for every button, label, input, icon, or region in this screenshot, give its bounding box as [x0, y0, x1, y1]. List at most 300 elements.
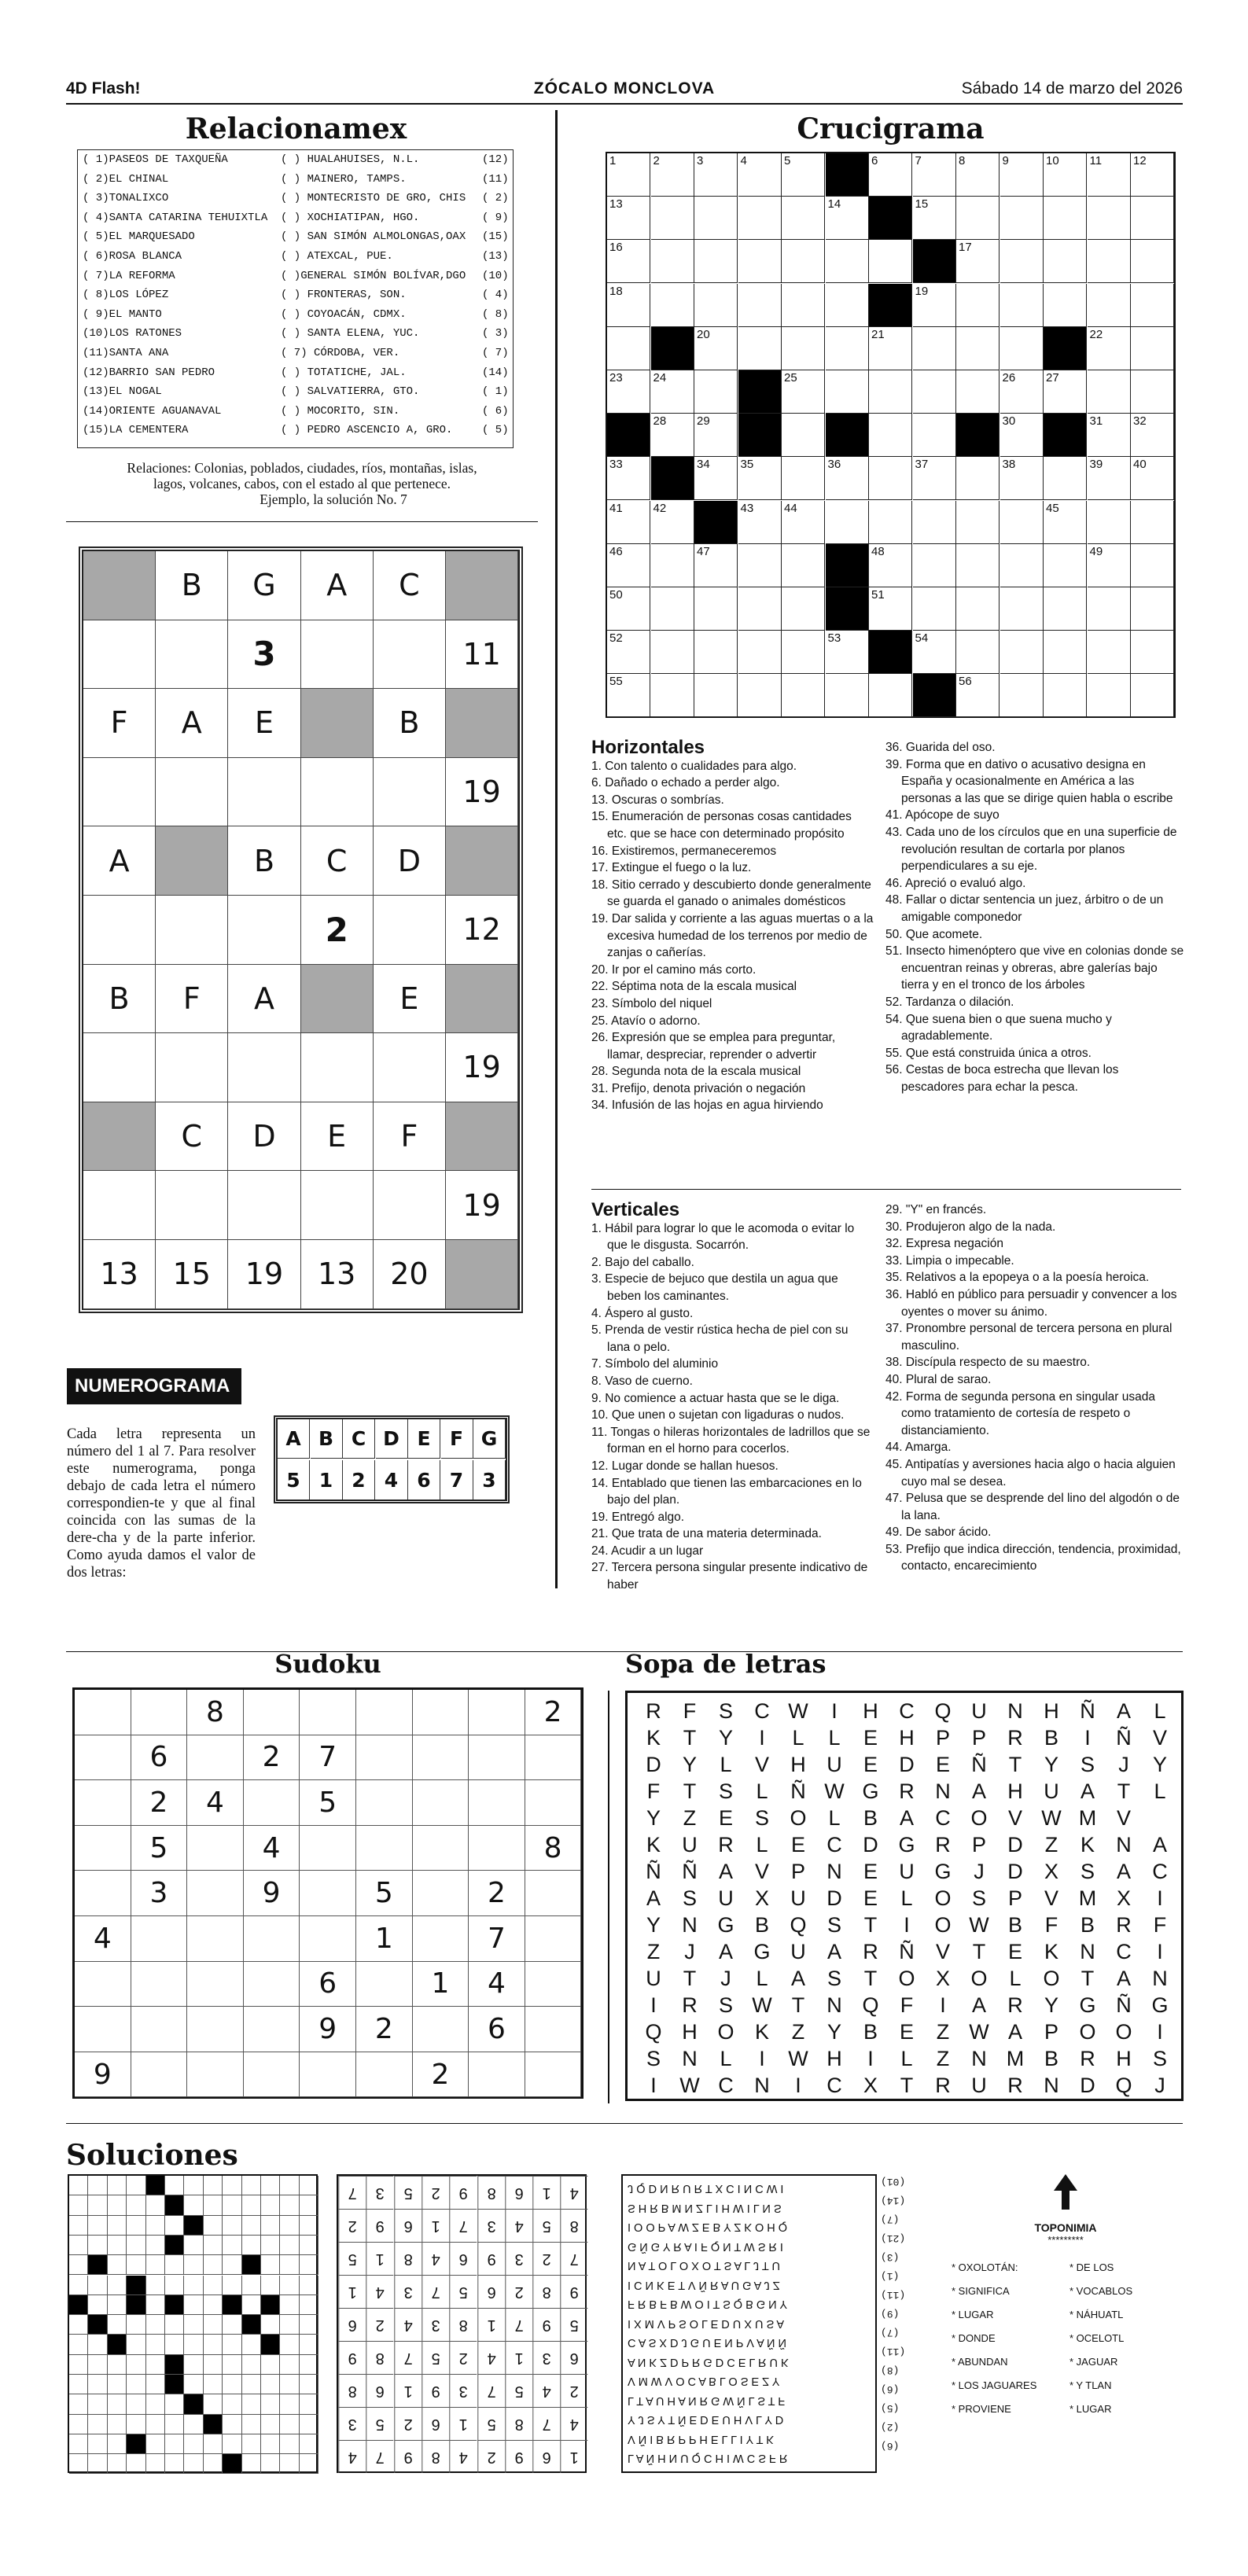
word-search-letter: A	[646, 1886, 661, 1910]
word-search-letter: W	[824, 1779, 845, 1803]
word-search-letter: H	[790, 1753, 806, 1776]
word-search-letter: Z	[1044, 1833, 1058, 1857]
sudoku-cell	[244, 1916, 300, 1962]
word-search-letter: Ñ	[646, 1860, 661, 1883]
word-search-letter: A	[1116, 1860, 1131, 1883]
crossword-cell	[651, 631, 694, 674]
clue-number: 17	[959, 241, 972, 255]
crossword-cell	[651, 457, 694, 500]
crossword-cell	[913, 544, 956, 587]
crossword-cell	[869, 457, 912, 500]
sudoku-cell: 8	[187, 1690, 244, 1735]
sudoku-cell: 2	[244, 1735, 300, 1781]
solution-answer: (01)	[881, 2176, 906, 2188]
solution-cell	[69, 2216, 88, 2236]
solution-cell	[146, 2176, 165, 2195]
sudoku-cell	[75, 1962, 131, 2007]
key-value: 6	[408, 1460, 440, 1500]
solution-answer: (21)	[881, 2232, 906, 2244]
solution-digit: 2	[532, 2242, 560, 2275]
relacion-right: (10)	[482, 269, 509, 282]
crossword-cell	[651, 370, 694, 414]
word-search-letter: H	[899, 1726, 915, 1750]
solution-cell	[300, 2375, 318, 2394]
solution-digit: 5	[394, 2176, 422, 2209]
solution-cell	[69, 2394, 88, 2414]
sudoku-cell	[244, 1780, 300, 1826]
clue-item: 4. Áspero al gusto.	[591, 1306, 694, 1320]
word-search-letter: B	[1044, 1726, 1058, 1750]
word-search-letter: K	[1044, 1940, 1058, 1963]
relacion-right: ( 5)	[482, 424, 509, 437]
word-search-letter: R	[1007, 1993, 1023, 2017]
relacion-right: ( 9)	[482, 211, 509, 224]
solution-cell	[69, 2315, 88, 2335]
clue-number: 54	[915, 631, 929, 646]
solution-digit: 1	[477, 2308, 505, 2341]
solution-digit: 3	[532, 2341, 560, 2374]
solution-cell	[242, 2415, 261, 2434]
solution-digit: 7	[449, 2209, 477, 2242]
numerograma-cell	[301, 689, 374, 758]
clue-number: 56	[959, 675, 972, 689]
word-search-letter: P	[935, 1726, 950, 1750]
word-search-letter: P	[1007, 1886, 1022, 1910]
solution-cell	[242, 2195, 261, 2215]
word-search-letter: L	[720, 1753, 732, 1776]
word-search-letter: E	[863, 1886, 878, 1910]
solution-cell	[300, 2276, 318, 2295]
word-search-letter: I	[940, 1993, 946, 2017]
crossword-cell	[782, 544, 825, 587]
clue-item: 43. Cada uno de los círculos que en una superficie de revolución resultan de cortarla por planos perpendiculares a su eje.	[885, 825, 1177, 874]
relacion-left: ( 7)LA REFORMA	[83, 269, 175, 282]
crossword-cell	[869, 240, 912, 283]
solution-cell	[204, 2394, 223, 2414]
clue-item: 44. Amarga.	[885, 1441, 952, 1455]
solution-digit: 2	[449, 2341, 477, 2374]
solution-cell	[261, 2295, 280, 2315]
solution-digit: 4	[366, 2275, 393, 2308]
solution-digit: 9	[449, 2176, 477, 2209]
solution-cell	[242, 2295, 261, 2315]
word-search-letter: F	[683, 1699, 697, 1723]
word-search-letter: Y	[826, 2020, 841, 2044]
sudoku-cell: 9	[75, 2052, 131, 2098]
crossword-cell	[1044, 197, 1087, 240]
solution-cell	[108, 2394, 127, 2414]
divider	[591, 1189, 1181, 1190]
solution-digit: 8	[394, 2242, 422, 2275]
crossword-cell	[869, 327, 912, 370]
solution-digit: 9	[338, 2341, 366, 2374]
solution-cell	[242, 2434, 261, 2454]
relacion-row	[83, 308, 511, 327]
word-search-letter: Ñ	[1116, 1993, 1132, 2017]
word-search-letter: I	[795, 2074, 801, 2097]
clue-number: 46	[609, 544, 623, 558]
sudoku-cell: 4	[244, 1826, 300, 1871]
word-search-letter: L	[792, 1726, 804, 1750]
crossword-cell	[869, 370, 912, 414]
clue-item: 1. Con talento o cualidades para algo.	[591, 759, 797, 773]
solution-cell	[127, 2415, 145, 2434]
solution-cell	[69, 2434, 88, 2454]
relacion-row	[83, 270, 511, 289]
word-search-letter: E	[790, 1833, 805, 1857]
solution-cell	[146, 2434, 165, 2454]
numerograma-cell	[83, 1171, 156, 1240]
solution-cell	[242, 2176, 261, 2195]
section-name: 4D Flash!	[66, 79, 141, 98]
word-search-letter: I	[650, 2074, 657, 2097]
solution-digit: 1	[422, 2209, 449, 2242]
relacion-left: (13)EL NOGAL	[83, 385, 162, 399]
clue-item: 19. Dar salida y corriente a las aguas muertas o a la excesiva humedad de los terrenos por medio de zanjas o cañerías.	[591, 911, 874, 960]
sudoku-cell: 7	[469, 1916, 525, 1962]
word-search-letter: S	[754, 1806, 769, 1830]
solution-cell	[242, 2375, 261, 2394]
solution-cell	[165, 2195, 184, 2215]
solution-cell	[204, 2375, 223, 2394]
solution-digit: 8	[477, 2176, 505, 2209]
numerograma-cell: 2	[301, 896, 374, 965]
word-search-letter: Y	[1044, 1993, 1058, 2017]
word-search-letter: H	[1007, 1779, 1023, 1803]
solution-cell	[280, 2276, 299, 2295]
crossword-cell	[607, 327, 650, 370]
crossword-cell	[694, 284, 738, 327]
crossword-cell	[826, 457, 869, 500]
crossword-cell	[826, 240, 869, 283]
word-search-letter: L	[1154, 1779, 1166, 1803]
solution-digit: 2	[505, 2275, 532, 2308]
word-search-letter: P	[790, 1860, 805, 1883]
solution-digit: 5	[449, 2275, 477, 2308]
crossword-cell	[694, 414, 738, 457]
solution-cell	[108, 2415, 127, 2434]
solution-digit: 6	[560, 2341, 587, 2374]
word-search-solution	[621, 2174, 877, 2473]
solution-row: J Q D N R U R T X C I N C W I	[628, 2182, 784, 2195]
word-search-letter: N	[1152, 1967, 1168, 1990]
numerograma-cell: C	[301, 826, 374, 896]
crossword-cell	[738, 544, 782, 587]
numerograma-cell	[228, 896, 300, 965]
crossword-cell	[1000, 631, 1044, 674]
relacion-left: (12)BARRIO SAN PEDRO	[83, 366, 215, 379]
sudoku-cell	[244, 1962, 300, 2007]
solution-cell	[184, 2195, 203, 2215]
clue-item: 20. Ir por el camino más corto.	[591, 962, 757, 977]
crossword-cell	[1131, 631, 1174, 674]
crossword-cell	[913, 501, 956, 544]
solution-cell	[165, 2176, 184, 2195]
solution-digit: 3	[366, 2176, 393, 2209]
word-search-letter: L	[828, 1726, 841, 1750]
clue-item: 45. Antipatías y aversiones hacia algo o hacia alguien cuyo mal se desea.	[885, 1457, 1176, 1489]
word-search-letter: O	[1115, 2020, 1132, 2044]
solution-cell	[261, 2176, 280, 2195]
solution-cell	[261, 2415, 280, 2434]
solution-digit: 3	[338, 2407, 366, 2440]
word-search-letter: D	[826, 1886, 842, 1910]
relacion-middle: ( ) SANTA ELENA, YUC.	[281, 327, 420, 340]
relacion-middle: ( ) TOTATICHE, JAL.	[281, 366, 407, 379]
sudoku-cell	[300, 1690, 356, 1735]
solution-digit: 8	[505, 2407, 532, 2440]
word-search-letter: Q	[645, 2020, 662, 2044]
crossword-cell	[956, 631, 1000, 674]
solution-cell	[261, 2276, 280, 2295]
word-search-letter: F	[646, 1779, 661, 1803]
word-search-letter: S	[1080, 1860, 1095, 1883]
solution-cell	[165, 2315, 184, 2335]
crossword-cell	[956, 501, 1000, 544]
relacion-middle: ( ) MAINERO, TAMPS.	[281, 172, 407, 186]
sudoku-title: Sudoku	[274, 1649, 381, 1679]
solution-cell	[280, 2295, 299, 2315]
solution-cell	[204, 2216, 223, 2236]
solution-cell	[88, 2315, 107, 2335]
verticales-col2	[885, 1202, 1184, 1575]
word-search-letter: O	[934, 1886, 952, 1910]
solution-cell	[88, 2434, 107, 2454]
solution-cell	[108, 2276, 127, 2295]
word-search-letter: E	[1007, 1940, 1022, 1963]
relacion-right: ( 8)	[482, 307, 509, 321]
solution-cell	[204, 2276, 223, 2295]
solution-cell	[165, 2216, 184, 2236]
crossword-cell	[826, 153, 869, 197]
relacion-right: ( 1)	[482, 385, 509, 399]
word-search-row	[635, 1913, 1178, 1939]
clue-number: 38	[1002, 458, 1016, 472]
clue-number: 45	[1046, 501, 1059, 515]
sudoku-cell	[469, 1780, 525, 1826]
solution-cell	[204, 2454, 223, 2474]
sudoku-cell	[187, 2052, 244, 2098]
crossword-cell	[1044, 544, 1087, 587]
word-search-letter: W	[969, 1913, 989, 1937]
clue-item: 38. Discípula respecto de su maestro.	[885, 1356, 1091, 1370]
crossword-cell	[869, 284, 912, 327]
solution-cell	[204, 2355, 223, 2375]
solution-digit: 5	[422, 2341, 449, 2374]
word-search-letter: X	[1044, 1860, 1058, 1883]
clue-number: 28	[653, 414, 667, 429]
solution-cell	[69, 2355, 88, 2375]
clue-item: 12. Lugar donde se hallan huesos.	[591, 1459, 779, 1473]
clue-item: 53. Prefijo que indica dirección, tendencia, proximidad, contacto, encarecimiento	[885, 1542, 1181, 1573]
word-search-letter: J	[720, 1967, 731, 1990]
solution-cell	[108, 2355, 127, 2375]
crossword-cell	[782, 370, 825, 414]
solution-cell	[300, 2236, 318, 2255]
word-search-letter: T	[791, 1993, 805, 2017]
horizontales-title: Horizontales	[591, 737, 705, 758]
numerograma-cell	[156, 758, 228, 827]
note-line: lagos, volcanes, cabos, con el estado al que pertenece.	[153, 476, 451, 491]
solution-cell	[280, 2454, 299, 2474]
key-letter: E	[408, 1419, 440, 1459]
relacion-row	[83, 250, 511, 269]
solution-digit: 3	[394, 2275, 422, 2308]
solution-cell	[127, 2355, 145, 2375]
solution-cell	[146, 2355, 165, 2375]
word-search-letter: R	[646, 1699, 661, 1723]
sudoku-cell	[413, 1690, 469, 1735]
numerograma-cell: B	[156, 551, 228, 620]
clue-item: 46. Apreció o evaluó algo.	[885, 876, 1026, 890]
relacion-left: ( 9)EL MANTO	[83, 307, 162, 321]
numerograma-cell: 12	[446, 896, 518, 965]
solution-cell	[165, 2255, 184, 2275]
numerograma-cell	[374, 620, 446, 690]
word-search-letter: E	[899, 2020, 914, 2044]
clue-item: 36. Guarida del oso.	[885, 741, 996, 754]
word-search-grid	[625, 1691, 1184, 2101]
sudoku-cell	[300, 1826, 356, 1871]
solution-cell	[223, 2315, 241, 2335]
solution-cell	[88, 2394, 107, 2414]
solution-cell	[300, 2216, 318, 2236]
numerograma-cell: C	[156, 1102, 228, 1172]
solution-cell	[204, 2255, 223, 2275]
crossword-cell	[694, 501, 738, 544]
clue-number: 52	[609, 631, 623, 646]
numerograma-cell	[301, 758, 374, 827]
sopa-title: Sopa de letras	[625, 1649, 826, 1679]
sudoku-cell	[187, 1871, 244, 1916]
solution-cell	[127, 2335, 145, 2354]
word-search-letter: N	[1044, 2074, 1059, 2097]
relacion-middle: ( ) SALVATIERRA, GTO.	[281, 385, 420, 399]
clue-item: 47. Pelusa que se desprende del lino del algodón o de la lana.	[885, 1492, 1180, 1522]
crossword-cell	[694, 153, 738, 197]
solution-cell	[146, 2255, 165, 2275]
word-search-letter: N	[826, 1993, 842, 2017]
solution-row: N A T O L O X O T S A L J T U	[628, 2259, 780, 2272]
word-search-letter: R	[935, 2074, 951, 2097]
toponimia-right-item: * NÁHUATL	[1069, 2309, 1124, 2320]
clue-item: 26. Expresión que se emplea para preguntar, llamar, despreciar, reprender o advertir	[591, 1031, 836, 1062]
clue-item: 1. Hábil para lograr lo que le acomoda o evitar lo que le disgusta. Socarrón.	[591, 1221, 855, 1253]
crossword-cell	[956, 197, 1000, 240]
solution-cell	[204, 2335, 223, 2354]
solution-digit: 7	[394, 2341, 422, 2374]
solution-cell	[223, 2434, 241, 2454]
crossword-cell	[913, 587, 956, 631]
word-search-letter: G	[898, 1833, 915, 1857]
crossword-cell	[1088, 674, 1131, 717]
solution-cell	[223, 2176, 241, 2195]
solution-cell	[127, 2276, 145, 2295]
crossword-cell	[782, 587, 825, 631]
word-search-letter: A	[1116, 1699, 1131, 1723]
relacion-right: (11)	[482, 172, 509, 186]
word-search-letter: I	[1157, 1940, 1163, 1963]
solution-cell	[280, 2394, 299, 2414]
sudoku-cell	[75, 1780, 131, 1826]
clue-item: 28. Segunda nota de la escala musical	[591, 1065, 801, 1079]
clue-number: 18	[609, 284, 623, 298]
numerograma-cell	[301, 1171, 374, 1240]
crossword-cell	[826, 370, 869, 414]
crossword-cell	[1088, 414, 1131, 457]
word-search-letter: D	[863, 1833, 878, 1857]
crossword-cell	[694, 197, 738, 240]
word-search-letter: I	[650, 1993, 657, 2017]
word-search-letter: Ñ	[899, 1940, 915, 1963]
crossword-cell	[956, 153, 1000, 197]
word-search-letter: G	[717, 1913, 734, 1937]
clue-number: 39	[1089, 458, 1103, 472]
solution-digit: 9	[477, 2242, 505, 2275]
solution-row: L A Ñ H N U Q C H I W C S F R	[628, 2452, 788, 2464]
crossword-cell	[1131, 501, 1174, 544]
crossword-cell	[956, 327, 1000, 370]
word-search-letter: Z	[791, 2020, 805, 2044]
word-search-letter: I	[867, 2047, 874, 2070]
word-search-letter: H	[826, 2047, 842, 2070]
word-search-letter: C	[899, 1699, 915, 1723]
solution-cell	[300, 2335, 318, 2354]
clue-number: 10	[1046, 154, 1059, 167]
relacion-left: (14)ORIENTE AGUANAVAL	[83, 404, 222, 418]
sudoku-solution	[337, 2174, 587, 2473]
toponimia-left-item: * PROVIENE	[952, 2403, 1011, 2415]
clue-number: 11	[1089, 154, 1103, 167]
numerograma-cell: F	[83, 689, 156, 758]
solution-cell	[300, 2295, 318, 2315]
relacion-middle: ( ) SAN SIMÓN ALMOLONGAS,OAX	[281, 230, 466, 244]
relacion-row	[83, 153, 511, 172]
solution-digit: 2	[338, 2209, 366, 2242]
relacion-right: (14)	[482, 366, 509, 379]
numerograma-cell: 19	[446, 758, 518, 827]
crossword-cell	[1131, 674, 1174, 717]
word-search-letter: D	[899, 1753, 915, 1776]
clue-number: 3	[697, 154, 704, 167]
relacion-middle: ( ) HUALAHUISES, N.L.	[281, 153, 420, 166]
relacion-left: ( 8)LOS LÓPEZ	[83, 289, 169, 302]
word-search-letter: S	[682, 1886, 697, 1910]
solution-row: A N K Z D P R G D C E L R U K	[628, 2355, 789, 2368]
toponimia-box	[952, 2170, 1180, 2477]
solution-cell	[165, 2375, 184, 2394]
solution-cell	[223, 2276, 241, 2295]
word-search-row	[635, 1860, 1178, 1886]
word-search-row	[635, 1753, 1178, 1779]
key-value: 1	[311, 1460, 343, 1500]
solution-cell	[127, 2195, 145, 2215]
sudoku-cell	[525, 1780, 582, 1826]
clue-item: 55. Que está construida única a otros.	[885, 1046, 1092, 1060]
clue-item: 18. Sitio cerrado y descubierto donde generalmente se guarda el ganado o animales domésticos	[591, 878, 871, 909]
numerograma-cell	[83, 1033, 156, 1102]
solution-digit: 6	[394, 2209, 422, 2242]
word-search-letter: B	[1007, 1913, 1022, 1937]
solution-digit: 4	[560, 2407, 587, 2440]
numerograma-cell	[446, 965, 518, 1034]
solution-digit: 4	[338, 2440, 366, 2473]
numerograma-cell	[156, 896, 228, 965]
numerograma-cell	[156, 620, 228, 690]
solution-row: I O O P A W Z E B Y Z K O H Q	[628, 2221, 788, 2233]
crossword-cell	[1088, 587, 1131, 631]
crossword-cell	[651, 587, 694, 631]
